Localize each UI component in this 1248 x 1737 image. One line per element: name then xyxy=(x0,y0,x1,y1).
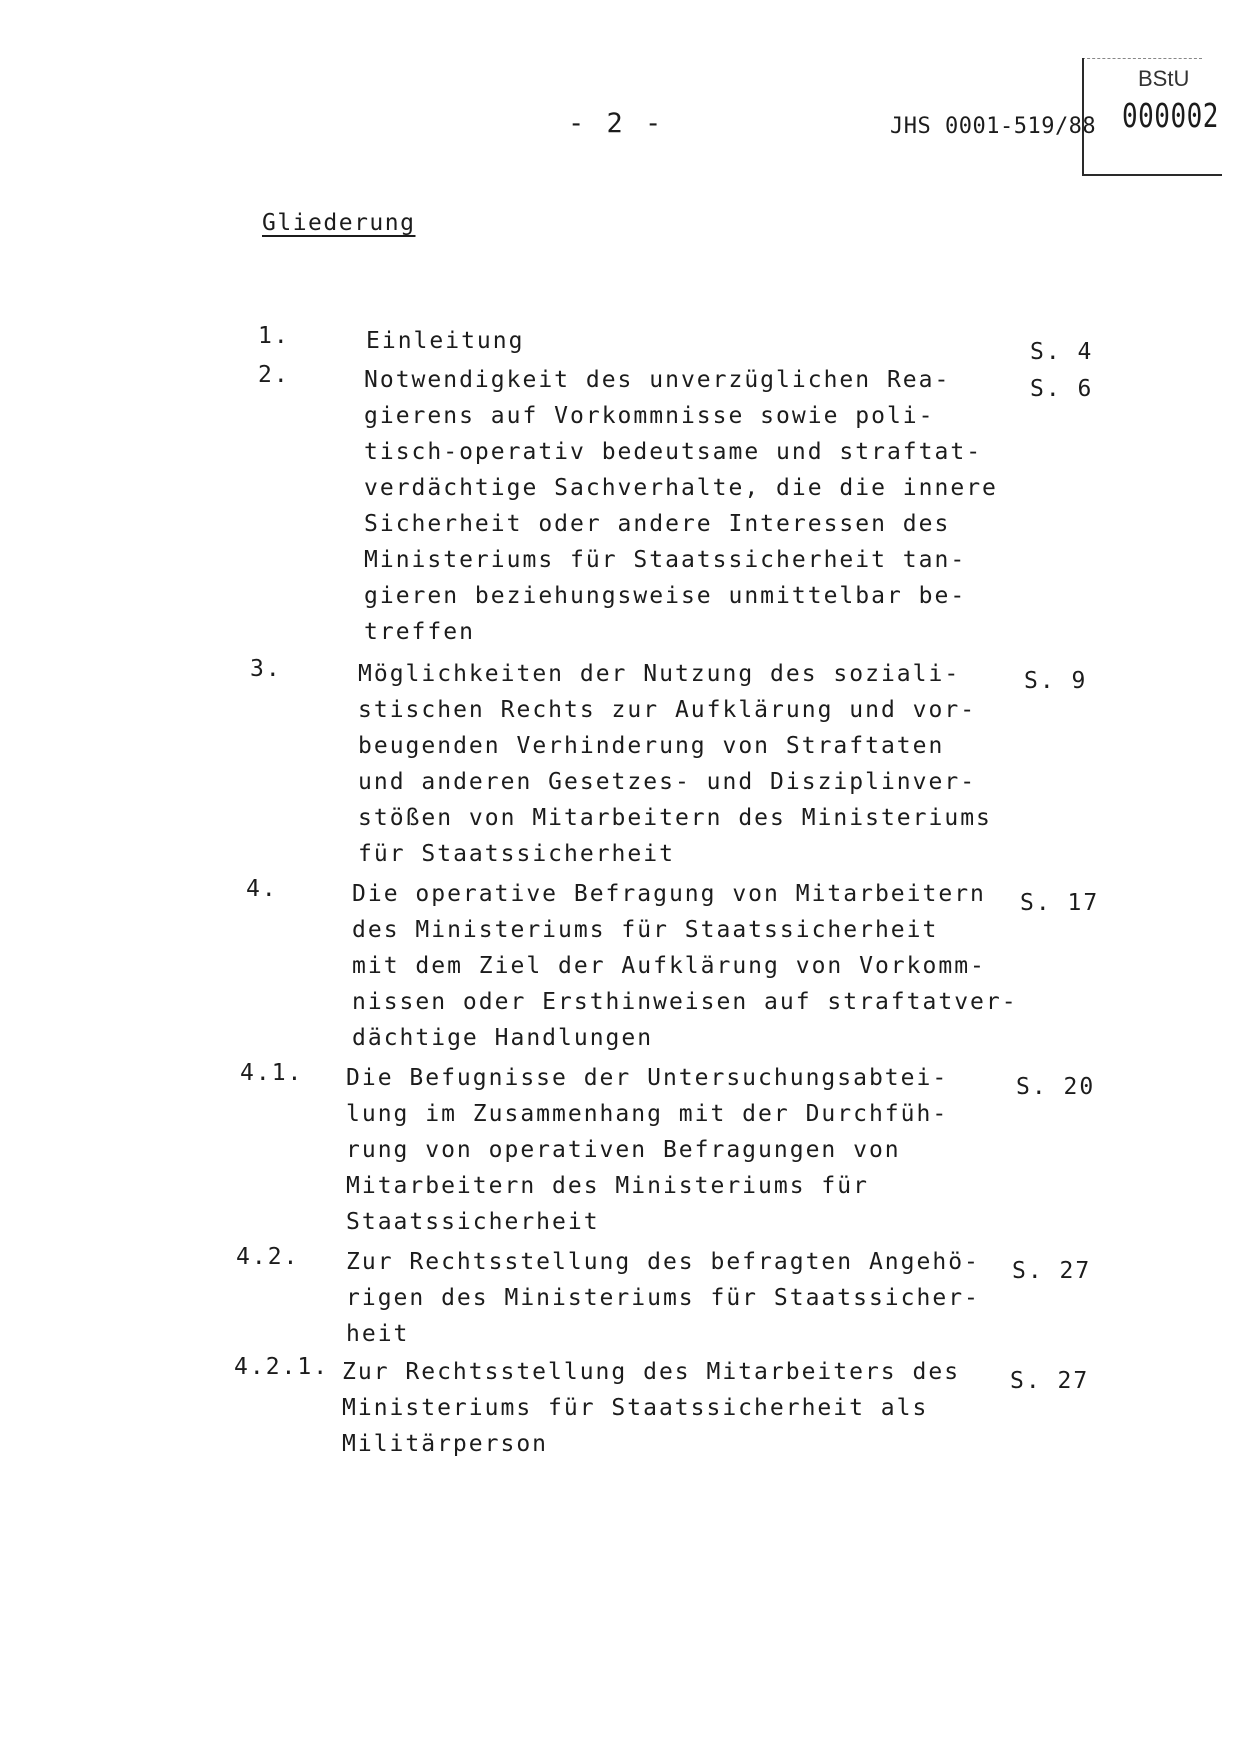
toc-entry-line: Einleitung xyxy=(366,328,525,354)
toc-entry-line: lung im Zusammenhang mit der Durchfüh- xyxy=(346,1101,949,1127)
toc-entry-number: 4.2.1. xyxy=(234,1354,330,1380)
toc-entry-line: mit dem Ziel der Aufklärung von Vorkomm- xyxy=(352,953,986,979)
toc-entry-text xyxy=(346,1244,980,1352)
toc-entry-text xyxy=(342,1354,960,1462)
toc-entry-line: rigen des Ministeriums für Staatssicher- xyxy=(346,1285,980,1311)
toc-entry-line: verdächtige Sachverhalte, die die innere xyxy=(364,475,998,501)
toc-entry-page: S. 9 xyxy=(1024,668,1088,694)
toc-entry-line: Mitarbeitern des Ministeriums für xyxy=(346,1173,869,1199)
toc-entry-line: Möglichkeiten der Nutzung des soziali- xyxy=(358,661,961,687)
stamp-number: 000002 xyxy=(1122,98,1219,136)
toc-entry-line: Die Befugnisse der Untersuchungsabtei- xyxy=(346,1065,949,1091)
toc-entry-line: nissen oder Ersthinweisen auf straftatver- xyxy=(352,989,1018,1015)
toc-entry-line: Militärperson xyxy=(342,1431,549,1457)
toc-entry-line: tisch-operativ bedeutsame und straftat- xyxy=(364,439,983,465)
toc-entry-line: Zur Rechtsstellung des befragten Angehö- xyxy=(346,1249,980,1275)
toc-entry-line: Zur Rechtsstellung des Mitarbeiters des xyxy=(342,1359,961,1385)
toc-entry-number: 4.1. xyxy=(240,1060,304,1086)
toc-entry-text xyxy=(358,656,992,872)
toc-entry-text xyxy=(352,876,1018,1056)
toc-entry-line: stischen Rechts zur Aufklärung und vor- xyxy=(358,697,977,723)
toc-entry-line: gierens auf Vorkommnisse sowie poli- xyxy=(364,403,935,429)
toc-entry-page: S. 4 xyxy=(1030,339,1094,365)
toc-entry-number: 1. xyxy=(258,323,290,349)
toc-entry-line: treffen xyxy=(364,619,475,645)
toc-entry-page: S. 17 xyxy=(1020,890,1100,916)
page-number: - 2 - xyxy=(568,108,665,139)
toc-entry-number: 2. xyxy=(258,362,290,388)
section-title: Gliederung xyxy=(262,210,416,236)
toc-entry-line: stößen von Mitarbeitern des Ministeriums xyxy=(358,805,992,831)
toc-entry-line: gieren beziehungsweise unmittelbar be- xyxy=(364,583,967,609)
document-reference: JHS 0001-519/88 xyxy=(890,114,1097,139)
toc-entry-text xyxy=(346,1060,948,1240)
toc-entry-line: rung von operativen Befragungen von xyxy=(346,1137,901,1163)
toc-entry-line: Ministeriums für Staatssicherheit als xyxy=(342,1395,929,1421)
toc-entry-line: und anderen Gesetzes- und Disziplinver- xyxy=(358,769,977,795)
toc-entry-text xyxy=(364,362,998,650)
toc-entry-line: Staatssicherheit xyxy=(346,1209,600,1235)
toc-entry-line: Ministeriums für Staatssicherheit tan- xyxy=(364,547,967,573)
toc-entry-page: S. 20 xyxy=(1016,1074,1096,1100)
toc-entry-line: des Ministeriums für Staatssicherheit xyxy=(352,917,939,943)
toc-entry-line: heit xyxy=(346,1321,410,1347)
toc-entry-line: Notwendigkeit des unverzüglichen Rea- xyxy=(364,367,951,393)
toc-entry-page: S. 27 xyxy=(1010,1368,1090,1394)
toc-entry-number: 3. xyxy=(250,656,282,682)
toc-entry-line: Sicherheit oder andere Interessen des xyxy=(364,511,951,537)
toc-entry-line: beugenden Verhinderung von Straftaten xyxy=(358,733,945,759)
toc-entry-page: S. 6 xyxy=(1030,376,1094,402)
toc-entry-line: für Staatssicherheit xyxy=(358,841,675,867)
stamp-organization: BStU xyxy=(1138,66,1190,91)
toc-entry-number: 4.2. xyxy=(236,1244,300,1270)
toc-entry-number: 4. xyxy=(246,876,278,902)
toc-entry-line: dächtige Handlungen xyxy=(352,1025,654,1051)
toc-entry-line: Die operative Befragung von Mitarbeitern xyxy=(352,881,986,907)
toc-entry-page: S. 27 xyxy=(1012,1258,1092,1284)
toc-entry-text xyxy=(366,323,524,359)
